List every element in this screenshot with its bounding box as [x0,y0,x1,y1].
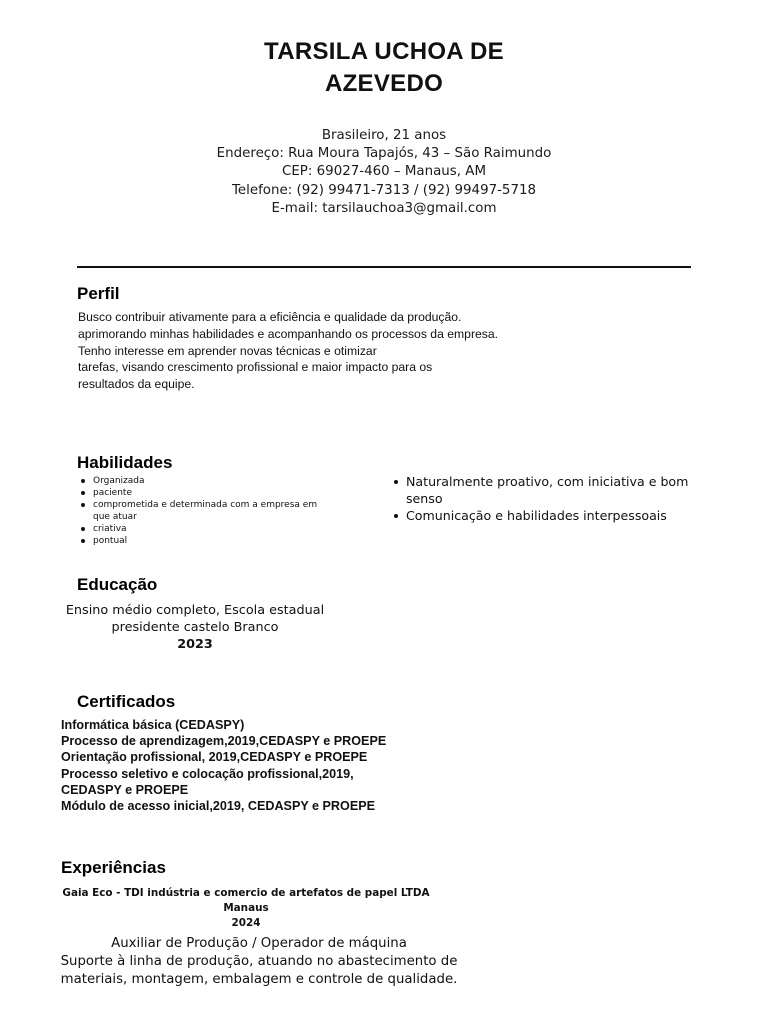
perfil-line: Tenho interesse em aprender novas técnicas e otimizar [78,343,377,358]
list-item: Comunicação e habilidades interpessoais [406,507,706,524]
list-item: criativa [93,523,323,535]
certificate-item: Orientação profissional, 2019,CEDASPY e PROEPE [61,750,368,765]
contact-age: Brasileiro, 21 anos [321,128,447,143]
name-line-1: TARSILA UCHOA DE [264,38,504,65]
skills-list-left [93,475,323,547]
education-entry [60,603,330,653]
name-line-2: AZEVEDO [324,70,444,97]
section-divider [77,266,691,268]
certificate-item: Processo de aprendizagem,2019,CEDASPY e PROEPE [61,734,387,749]
experience-detail: Suporte à linha de produção, atuando no abastecimento de [60,954,458,970]
education-year: 2023 [177,636,213,652]
experience-header [60,886,432,931]
educacao-heading: Educação [77,575,158,594]
certificate-item: Módulo de acesso inicial,2019, CEDASPY e PROEPE [61,799,376,814]
list-item: pontual [93,535,323,547]
perfil-line: resultados da equipe. [78,377,195,392]
list-item: Organizada [93,475,323,487]
skills-list-right [406,473,706,524]
list-item: Naturalmente proativo, com iniciativa e bom senso [406,473,706,507]
experience-detail: materiais, montagem, embalagem e controle de qualidade. [60,972,458,988]
certificados-heading: Certificados [77,692,176,711]
habilidades-heading: Habilidades [77,453,173,472]
contact-cep: CEP: 69027-460 – Manaus, AM [282,164,486,180]
education-line: presidente castelo Branco [111,619,279,635]
contact-info [0,127,768,218]
perfil-line: Busco contribuir ativamente para a eficiência e qualidade da produção. [78,310,462,324]
experience-city: Manaus [223,902,269,914]
certificate-item: Informática básica (CEDASPY) [61,718,245,732]
experiencias-heading: Experiências [61,858,166,877]
list-item: comprometida e determinada com a empresa em que atuar [93,499,323,523]
certificate-item: CEDASPY e PROEPE [61,782,189,797]
list-item: paciente [93,487,323,499]
perfil-line: aprimorando minhas habilidades e acompanhando os processos da empresa. [78,326,499,341]
experience-year: 2024 [231,917,261,929]
resume-name [0,36,768,100]
contact-address: Endereço: Rua Moura Tapajós, 43 – São Raimundo [216,146,552,162]
contact-email: E-mail: tarsilauchoa3@gmail.com [271,200,497,216]
experience-company: Gaia Eco - TDI indústria e comercio de artefatos de papel LTDA [62,887,430,899]
perfil-text [78,309,558,393]
certificates-list [61,717,421,814]
certificate-item: Processo seletivo e colocação profissional,2019, [61,766,354,781]
education-line: Ensino médio completo, Escola estadual [65,603,325,618]
contact-phone: Telefone: (92) 99471-7313 / (92) 99497-5718 [231,182,537,198]
perfil-line: tarefas, visando crescimento profissional e maior impacto para os [78,360,433,375]
perfil-heading: Perfil [77,284,120,303]
experience-description [50,935,468,990]
experience-role: Auxiliar de Produção / Operador de máquina [111,936,407,951]
